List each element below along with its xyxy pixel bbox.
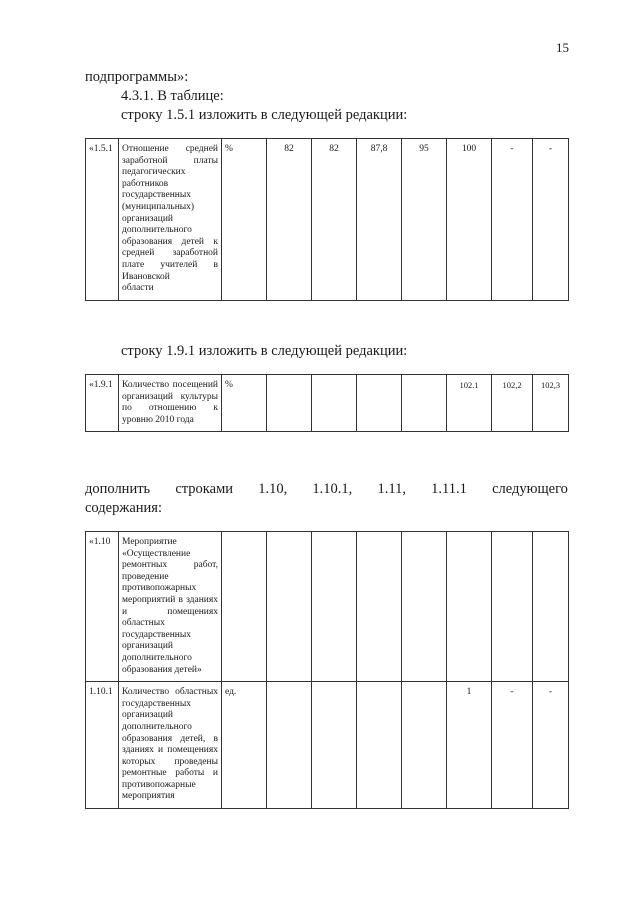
page-number: 15 xyxy=(556,40,569,55)
caption-word: 1.11.1 xyxy=(431,481,467,497)
row-value xyxy=(267,532,312,682)
caption-2: строку 1.9.1 изложить в следующей редакции: xyxy=(121,343,408,359)
caption-word: следующего xyxy=(492,481,568,497)
row-value xyxy=(312,532,357,682)
row-value xyxy=(267,375,312,432)
table-row xyxy=(86,532,569,682)
row-value xyxy=(312,682,357,809)
row-name xyxy=(119,532,222,682)
row-name xyxy=(119,139,222,301)
caption-3-line-2: содержания: xyxy=(85,500,163,516)
row-value: 82 xyxy=(267,139,312,301)
row-name-text: Количество посещений организаций культуры по отношению к xyxy=(122,380,218,414)
row-value xyxy=(357,532,402,682)
row-name xyxy=(119,682,222,809)
row-value: 82 xyxy=(312,139,357,301)
row-value: 87,8 xyxy=(357,139,402,301)
table-rows-1-10 xyxy=(85,531,569,809)
row-value: - xyxy=(492,139,533,301)
row-value: 102,2 xyxy=(492,375,533,432)
caption-word: 1.11, xyxy=(377,481,406,497)
intro-line-1: подпрограммы»: xyxy=(85,69,189,85)
caption-word: строками xyxy=(175,481,234,497)
row-name-last: области xyxy=(122,283,154,294)
table-row xyxy=(86,139,569,301)
row-value: 102.1 xyxy=(447,375,492,432)
row-value xyxy=(267,682,312,809)
intro-line-2: 4.3.1. В таблице: xyxy=(121,88,224,104)
row-value xyxy=(402,532,447,682)
row-name xyxy=(119,375,222,432)
row-code: «1.9.1 xyxy=(86,375,119,432)
row-value xyxy=(357,682,402,809)
table-row-1-9-1 xyxy=(85,374,569,432)
row-name-text: Мероприятие «Осуществление ремонтных работ, проведение противопожарных мероприятий в зданиях и помещениях областных государственных организаций дополнительного xyxy=(122,537,218,663)
row-name-last: мероприятия xyxy=(122,791,175,802)
row-code: 1.10.1 xyxy=(86,682,119,809)
row-unit: ед. xyxy=(222,682,267,809)
row-value: - xyxy=(533,682,569,809)
row-value: - xyxy=(492,682,533,809)
row-value xyxy=(402,682,447,809)
row-name-last: уровню 2010 года xyxy=(122,414,194,425)
table-row xyxy=(86,682,569,809)
row-value: 1 xyxy=(447,682,492,809)
row-name-last: образования детей» xyxy=(122,664,202,675)
row-code: «1.5.1 xyxy=(86,139,119,301)
row-value xyxy=(357,375,402,432)
caption-word: 1.10, xyxy=(258,481,288,497)
row-code: «1.10 xyxy=(86,532,119,682)
intro-line-3: строку 1.5.1 изложить в следующей редакции: xyxy=(121,107,408,123)
row-value: 102,3 xyxy=(533,375,569,432)
row-unit: % xyxy=(222,139,267,301)
row-value xyxy=(533,532,569,682)
row-value xyxy=(492,532,533,682)
row-name-text: Отношение средней заработной платы педагогических работников государственных (муниципальных) организаций дополнительного образования детей к средней заработной плате учителей в Ивановской xyxy=(122,144,218,282)
caption-3-line-1 xyxy=(85,481,568,498)
row-name-text: Количество областных государственных организаций дополнительного образования детей, в зданиях и помещениях которых проведены ремонтные работы и противопожарные xyxy=(122,687,218,790)
row-value: - xyxy=(533,139,569,301)
row-unit: % xyxy=(222,375,267,432)
row-value xyxy=(447,532,492,682)
row-value xyxy=(402,375,447,432)
row-value xyxy=(312,375,357,432)
caption-word: 1.10.1, xyxy=(312,481,353,497)
table-row xyxy=(86,375,569,432)
row-unit xyxy=(222,532,267,682)
row-value: 95 xyxy=(402,139,447,301)
caption-word: дополнить xyxy=(85,481,151,497)
table-row-1-5-1 xyxy=(85,138,569,301)
row-value: 100 xyxy=(447,139,492,301)
